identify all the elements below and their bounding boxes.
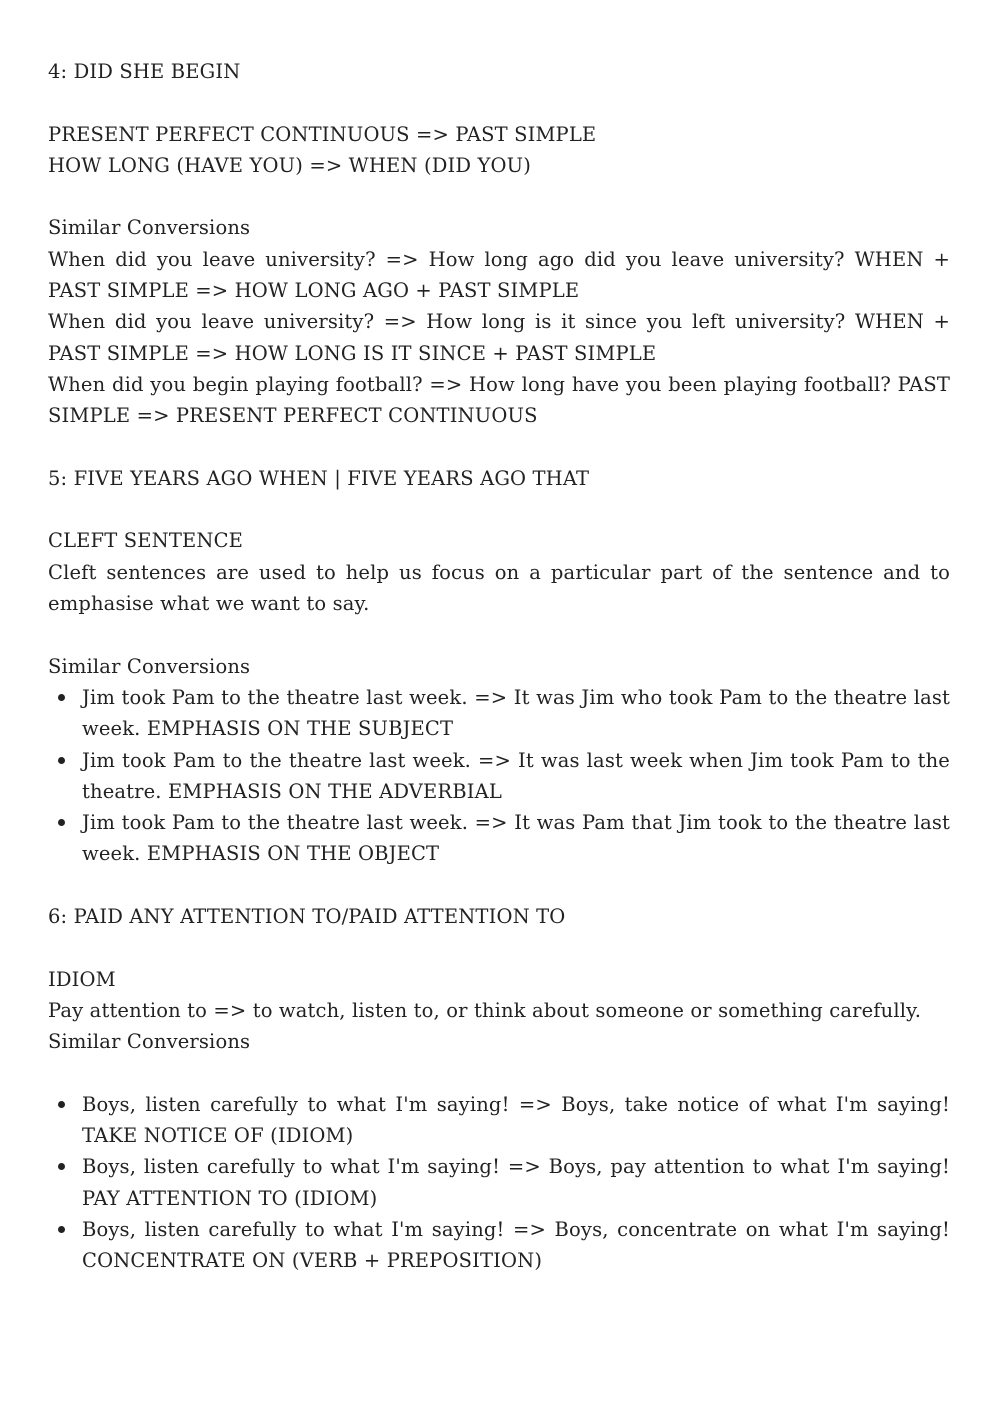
bullet-icon bbox=[58, 1101, 65, 1108]
section-6-similar-label: Similar Conversions bbox=[48, 1030, 251, 1054]
list-item-text: Boys, listen carefully to what I'm saying! => Boys, concentrate on what I'm saying! CONCENTRATE ON (VERB + PREPOSITION) bbox=[82, 1217, 950, 1273]
list-item bbox=[48, 1214, 950, 1277]
section-4-rule-line-2: HOW LONG (HAVE YOU) => WHEN (DID YOU) bbox=[48, 153, 531, 177]
section-4-paragraph-2: When did you leave university? => How long is it since you left university? WHEN + PAST SIMPLE => HOW LONG IS IT SINCE + PAST SIMPLE bbox=[48, 310, 950, 365]
section-4-rule-line-1: PRESENT PERFECT CONTINUOUS => PAST SIMPLE bbox=[48, 122, 597, 146]
spacer bbox=[48, 619, 950, 650]
section-6-bullet-list bbox=[48, 1089, 950, 1277]
section-5-type-label: CLEFT SENTENCE bbox=[48, 529, 244, 553]
list-item bbox=[48, 745, 950, 808]
list-item-text: Boys, listen carefully to what I'm saying! => Boys, take notice of what I'm saying! TAKE NOTICE OF (IDIOM) bbox=[82, 1092, 950, 1148]
list-item-text: Boys, listen carefully to what I'm saying! => Boys, pay attention to what I'm saying! PAY ATTENTION TO (IDIOM) bbox=[82, 1155, 950, 1210]
spacer bbox=[48, 870, 950, 901]
bullet-icon bbox=[58, 1163, 65, 1170]
list-item-text: Jim took Pam to the theatre last week. => It was last week when Jim took Pam to the theatre. EMPHASIS ON THE ADVERBIAL bbox=[82, 748, 950, 803]
bullet-icon bbox=[58, 757, 65, 764]
spacer bbox=[48, 181, 950, 212]
section-4-paragraph-3: When did you begin playing football? => How long have you been playing football? PAST SIMPLE => PRESENT PERFECT CONTINUOUS bbox=[48, 372, 950, 428]
section-5-similar-label: Similar Conversions bbox=[48, 654, 251, 678]
list-item bbox=[48, 1089, 950, 1152]
section-4-heading: 4: DID SHE BEGIN bbox=[48, 60, 241, 83]
bullet-icon bbox=[58, 694, 65, 701]
spacer bbox=[48, 932, 950, 963]
list-item bbox=[48, 1151, 950, 1214]
section-4-paragraph-1: When did you leave university? => How long ago did you leave university? WHEN + PAST SIMPLE => HOW LONG AGO + PAST SIMPLE bbox=[48, 247, 950, 303]
bullet-icon bbox=[58, 1226, 65, 1233]
section-6-heading: 6: PAID ANY ATTENTION TO/PAID ATTENTION TO bbox=[48, 905, 566, 929]
section-4-similar-label: Similar Conversions bbox=[48, 216, 251, 240]
list-item bbox=[48, 682, 950, 745]
section-5-heading: 5: FIVE YEARS AGO WHEN | FIVE YEARS AGO THAT bbox=[48, 466, 590, 490]
spacer bbox=[48, 87, 950, 118]
document-page bbox=[48, 56, 950, 1277]
section-5-bullet-list bbox=[48, 682, 950, 870]
bullet-icon bbox=[58, 819, 65, 826]
spacer bbox=[48, 1058, 950, 1089]
section-5-description: Cleft sentences are used to help us focus on a particular part of the sentence and to emphasise what we want to say. bbox=[48, 560, 950, 616]
section-6-type-label: IDIOM bbox=[48, 967, 116, 991]
list-item-text: Jim took Pam to the theatre last week. => It was Jim who took Pam to the theatre last week. EMPHASIS ON THE SUBJECT bbox=[82, 685, 950, 741]
list-item-text: Jim took Pam to the theatre last week. => It was Pam that Jim took to the theatre last week. EMPHASIS ON THE OBJECT bbox=[82, 811, 950, 866]
spacer bbox=[48, 432, 950, 463]
list-item bbox=[48, 807, 950, 870]
section-6-description: Pay attention to => to watch, listen to, or think about someone or something carefully. bbox=[48, 998, 922, 1022]
spacer bbox=[48, 494, 950, 525]
